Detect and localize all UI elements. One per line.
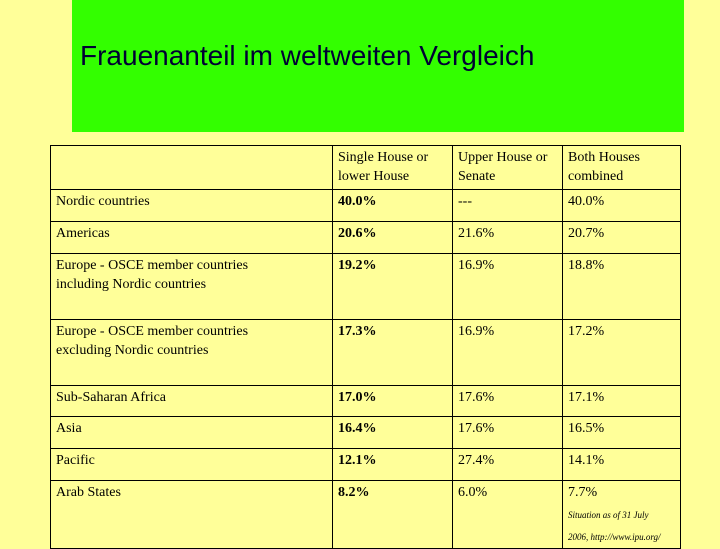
table-row (51, 222, 681, 254)
table-row (51, 449, 681, 481)
header-blank (51, 146, 333, 190)
table-row (51, 386, 681, 417)
upper-house-value: 21.6% (453, 222, 563, 254)
table-row (51, 254, 681, 320)
row-label: Americas (51, 222, 333, 254)
upper-house-value: 16.9% (453, 320, 563, 386)
table-header-row (51, 146, 681, 190)
row-label: Europe - OSCE member countries excluding Nordic countries (51, 320, 333, 386)
women-share-table (50, 145, 681, 549)
upper-house-value: 27.4% (453, 449, 563, 481)
row-label: Sub-Saharan Africa (51, 386, 333, 417)
both-houses-value: 40.0% (563, 190, 681, 222)
both-houses-value: 17.2% (563, 320, 681, 386)
header-both-houses: Both Houses combined (563, 146, 681, 190)
both-houses-value: 14.1% (563, 449, 681, 481)
table-row (51, 320, 681, 386)
table-row (51, 417, 681, 449)
single-house-value: 8.2% (333, 481, 453, 549)
row-sublabel: excluding Nordic countries (56, 343, 209, 358)
both-houses-value: 18.8% (563, 254, 681, 320)
both-houses-value: 20.7% (563, 222, 681, 254)
header-single-house: Single House or lower House (333, 146, 453, 190)
single-house-value: 17.0% (333, 386, 453, 417)
upper-house-value: 17.6% (453, 386, 563, 417)
header-upper-house: Upper House or Senate (453, 146, 563, 190)
row-label: Pacific (51, 449, 333, 481)
single-house-value: 20.6% (333, 222, 453, 254)
row-label: Nordic countries (51, 190, 333, 222)
both-houses-cell (563, 481, 681, 549)
source-note-line-2: 2006, http://www.ipu.org/ (568, 532, 661, 542)
both-houses-value: 7.7% (568, 485, 598, 500)
single-house-value: 17.3% (333, 320, 453, 386)
source-note-line-1: Situation as of 31 July (568, 510, 649, 520)
upper-house-value: 16.9% (453, 254, 563, 320)
single-house-value: 19.2% (333, 254, 453, 320)
table-row (51, 481, 681, 549)
row-label: Europe - OSCE member countries including Nordic countries (51, 254, 333, 320)
single-house-value: 40.0% (333, 190, 453, 222)
both-houses-value: 16.5% (563, 417, 681, 449)
upper-house-value: --- (453, 190, 563, 222)
row-label: Asia (51, 417, 333, 449)
single-house-value: 16.4% (333, 417, 453, 449)
table-row (51, 190, 681, 222)
upper-house-value: 17.6% (453, 417, 563, 449)
single-house-value: 12.1% (333, 449, 453, 481)
page-title: Frauenanteil im weltweiten Vergleich (80, 40, 535, 71)
row-label: Arab States (51, 481, 333, 549)
row-sublabel: including Nordic countries (56, 277, 207, 292)
upper-house-value: 6.0% (453, 481, 563, 549)
both-houses-value: 17.1% (563, 386, 681, 417)
